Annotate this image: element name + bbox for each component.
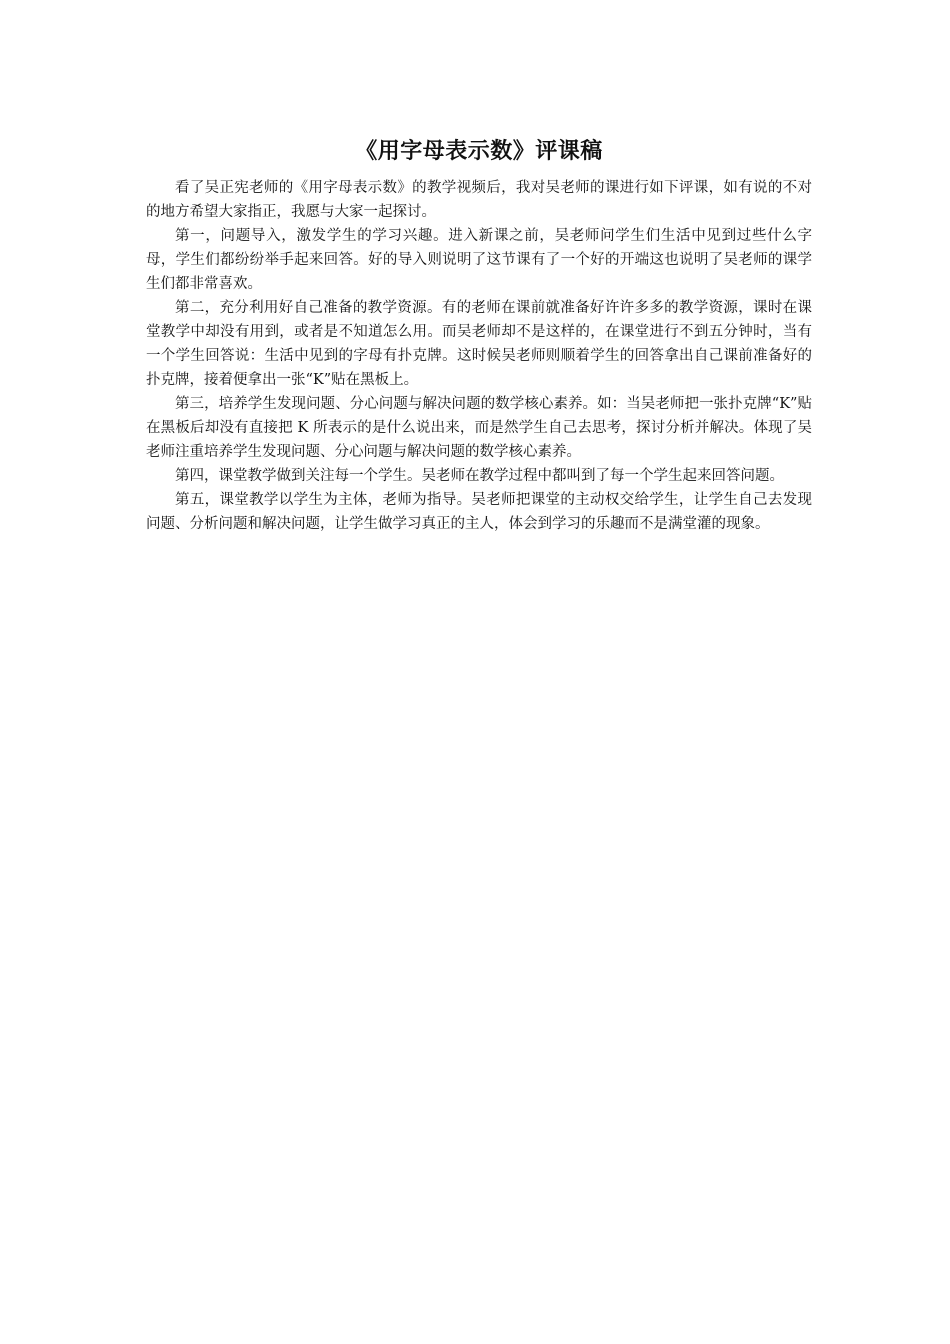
paragraph-point-2: 第二，充分利用好自己准备的教学资源。有的老师在课前就准备好许许多多的教学资源，课时在课堂教学中却没有用到，或者是不知道怎么用。而吴老师却不是这样的，在课堂进行不到五分钟时，当有一个学生回答说：生活中见到的字母有扑克牌。这时候吴老师则顺着学生的回答拿出自己课前准备好的扑克牌，接着便拿出一张“K”贴在黑板上。 <box>146 300 812 388</box>
paragraph-point-1: 第一，问题导入，激发学生的学习兴趣。进入新课之前，吴老师问学生们生活中见到过些什么字母，学生们都纷纷举手起来回答。好的导入则说明了这节课有了一个好的开端这也说明了吴老师的课学生们都非常喜欢。 <box>146 228 812 292</box>
document-title: 《用字母表示数》评课稿 <box>355 139 603 164</box>
paragraph-point-3: 第三，培养学生发现问题、分心问题与解决问题的数学核心素养。如：当吴老师把一张扑克牌“K”贴在黑板后却没有直接把 K 所表示的是什么说出来，而是然学生自己去思考，探讨分析并解决。体现了吴老师注重培养学生发现问题、分心问题与解决问题的数学核心素养。 <box>146 396 812 460</box>
paragraph-point-5: 第五，课堂教学以学生为主体，老师为指导。吴老师把课堂的主动权交给学生，让学生自己去发现问题、分析问题和解决问题，让学生做学习真正的主人，体会到学习的乐趣而不是满堂灌的现象。 <box>146 492 812 532</box>
paragraph-intro: 看了吴正宪老师的《用字母表示数》的教学视频后，我对吴老师的课进行如下评课，如有说的不对的地方希望大家指正，我愿与大家一起探讨。 <box>146 180 812 220</box>
paragraph-point-4: 第四，课堂教学做到关注每一个学生。吴老师在教学过程中都叫到了每一个学生起来回答问题。 <box>175 468 784 484</box>
document-body <box>146 136 812 536</box>
